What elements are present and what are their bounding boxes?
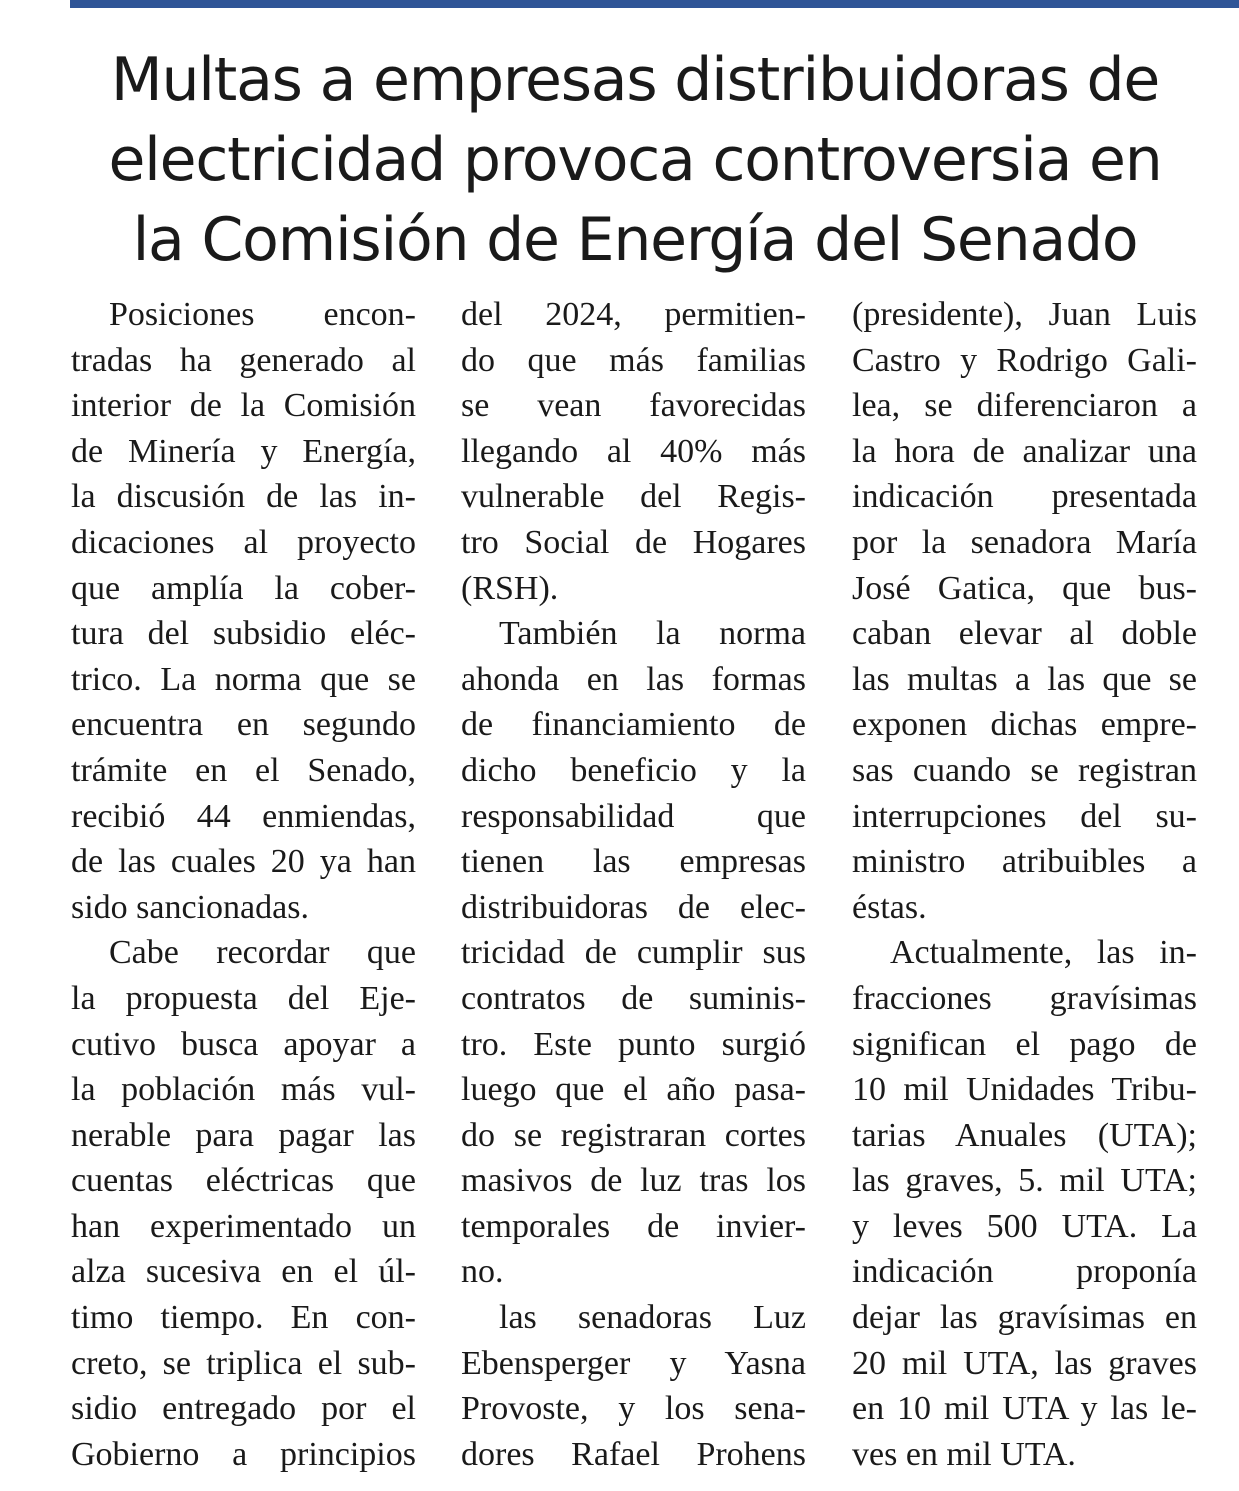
text-line: dicho beneficio y la <box>461 751 806 789</box>
text-line: Gobierno a principios <box>71 1435 416 1473</box>
text-line: interrupciones del su- <box>852 797 1197 835</box>
text-line: fracciones gravísimas <box>852 979 1197 1017</box>
text-line: de financiamiento de <box>461 706 806 744</box>
text-line: trico. La norma que se <box>71 660 416 698</box>
text-line: y leves 500 UTA. La <box>852 1207 1197 1245</box>
text-line: dejar las gravísimas en <box>852 1299 1197 1337</box>
text-line: tradas ha generado al <box>71 341 416 379</box>
top-rule <box>70 0 1239 8</box>
text-line: 10 mil Unidades Tribu- <box>852 1071 1197 1109</box>
text-line: También la norma <box>499 615 806 653</box>
text-line: distribuidoras de elec- <box>461 888 806 926</box>
text-line: no. <box>461 1253 504 1291</box>
text-line: ves en mil UTA. <box>852 1435 1076 1473</box>
text-line: Cabe recordar que <box>109 934 416 972</box>
text-line: se vean favorecidas <box>461 387 806 425</box>
text-line: responsabilidad que <box>461 797 806 835</box>
text-line: masivos de luz tras los <box>461 1162 806 1200</box>
text-line: de Minería y Energía, <box>71 432 416 470</box>
text-line: dores Rafael Prohens <box>461 1435 806 1473</box>
text-line: Ebensperger y Yasna <box>461 1344 806 1382</box>
text-line: do que más familias <box>461 341 806 379</box>
text-line: vulnerable del Regis- <box>461 478 806 516</box>
text-line: dicaciones al proyecto <box>71 523 416 561</box>
text-line: ministro atribuibles a <box>852 843 1197 881</box>
text-line: significan el pago de <box>852 1025 1197 1063</box>
text-line: recibió 44 enmiendas, <box>71 797 416 835</box>
text-line: la discusión de las in- <box>71 478 416 516</box>
text-line: caban elevar al doble <box>852 615 1197 653</box>
text-line: lea, se diferenciaron a <box>852 387 1197 425</box>
text-line: tricidad de cumplir sus <box>461 934 806 972</box>
column-2 <box>461 292 806 1477</box>
text-line: nerable para pagar las <box>71 1116 416 1154</box>
text-line: las senadoras Luz <box>499 1299 806 1337</box>
text-line: Actualmente, las in- <box>890 934 1197 972</box>
text-line: tro Social de Hogares <box>461 523 806 561</box>
text-line: (presidente), Juan Luis <box>852 296 1197 333</box>
text-line: cutivo busca apoyar a <box>71 1025 416 1063</box>
text-line: cuentas eléctricas que <box>71 1162 416 1200</box>
text-line: que amplía la cober- <box>71 569 416 607</box>
text-line: éstas. <box>852 888 927 926</box>
text-line: sas cuando se registran <box>852 751 1197 789</box>
column-1 <box>71 292 416 1477</box>
text-line: do se registraran cortes <box>461 1116 806 1154</box>
text-line: del 2024, permitien- <box>461 296 806 333</box>
text-line: luego que el año pasa- <box>461 1071 806 1109</box>
text-line: creto, se triplica el sub- <box>71 1344 416 1382</box>
column-3 <box>852 292 1197 1477</box>
text-line: trámite en el Senado, <box>71 751 416 789</box>
text-line: las graves, 5. mil UTA; <box>852 1162 1197 1200</box>
text-line: Castro y Rodrigo Gali- <box>852 341 1197 379</box>
text-line: tarias Anuales (UTA); <box>852 1116 1197 1154</box>
text-line: la propuesta del Eje- <box>71 979 416 1017</box>
text-line: la hora de analizar una <box>852 432 1197 470</box>
text-line: encuentra en segundo <box>71 706 416 744</box>
text-line: alza sucesiva en el úl- <box>71 1253 416 1291</box>
text-line: las multas a las que se <box>852 660 1197 698</box>
text-line: por la senadora María <box>852 523 1197 561</box>
text-line: 20 mil UTA, las graves <box>852 1344 1197 1382</box>
text-line: tura del subsidio eléc- <box>71 615 416 653</box>
text-line: temporales de invier- <box>461 1207 806 1245</box>
text-line: (RSH). <box>461 569 559 607</box>
article-headline: Multas a empresas distribuidoras de electricidad provoca controversia en la Comisión de Energía del Senado <box>108 45 1162 275</box>
text-line: sidio entregado por el <box>71 1390 416 1428</box>
text-line: llegando al 40% más <box>461 432 806 470</box>
text-line: tienen las empresas <box>461 843 806 881</box>
text-line: de las cuales 20 ya han <box>71 843 416 881</box>
text-line: la población más vul- <box>71 1071 416 1109</box>
text-line: Posiciones encon- <box>109 296 416 333</box>
text-line: ahonda en las formas <box>461 660 806 698</box>
text-line: interior de la Comisión <box>71 387 416 425</box>
text-line: sido sancionadas. <box>71 888 309 926</box>
text-line: exponen dichas empre- <box>852 706 1197 744</box>
text-line: José Gatica, que bus- <box>852 569 1197 607</box>
text-line: tro. Este punto surgió <box>461 1025 806 1063</box>
text-line: han experimentado un <box>71 1207 416 1245</box>
text-line: indicación presentada <box>852 478 1197 516</box>
text-line: indicación proponía <box>852 1253 1197 1291</box>
text-line: en 10 mil UTA y las le- <box>852 1390 1197 1428</box>
text-line: Provoste, y los sena- <box>461 1390 806 1428</box>
text-line: contratos de suminis- <box>461 979 806 1017</box>
text-line: timo tiempo. En con- <box>71 1299 416 1337</box>
